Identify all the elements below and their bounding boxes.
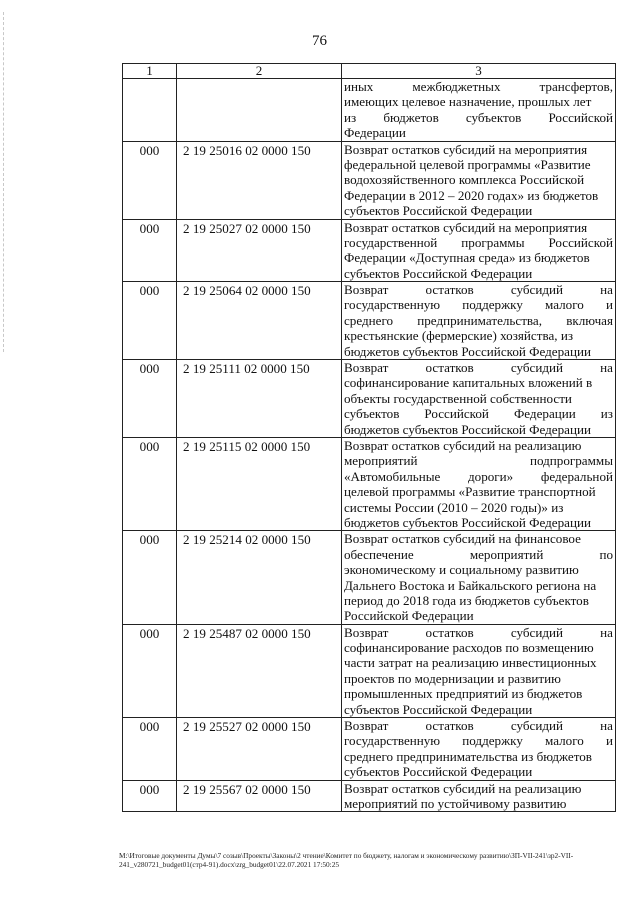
description-text: федеральной целевой программы «Развитие [344,156,591,172]
description-text: государственной [344,234,438,250]
description-text: объекты государственной собственности [344,390,572,406]
description-text: среднего [344,312,394,328]
budget-code-cell: 2 19 25111 02 0000 150 [177,360,342,438]
description-line [344,110,613,125]
budget-code-cell [177,79,342,142]
description-text: Возврат остатков субсидий на мероприятия [344,141,588,157]
description-line [344,531,613,546]
description-text: и [605,297,613,313]
description-line [344,203,613,218]
budget-table-body [123,64,616,812]
group-code-cell: 000 [123,360,177,438]
description-text: дороги» [467,468,514,484]
description-text: водохозяйственного комплекса Российской [344,172,585,188]
table-row [123,624,616,717]
description-cell [342,531,616,624]
description-cell [342,141,616,219]
description-cell [342,79,616,142]
description-text: части затрат на реализацию инвестиционных [344,655,597,671]
description-line [344,406,613,421]
description-text: субсидий [510,718,564,734]
footer-line: M:\Итоговые документы Думы\7 созыв\Проекты\Законы\2 чтение\Комитет по бюджету, налогам и экономическому развитию\ЗП-VII-241\зр2-VII- [119,851,574,860]
description-text: субъектов Российской Федерации [344,265,533,281]
budget-code-cell: 2 19 25115 02 0000 150 [177,437,342,530]
description-text: подпрограммы [529,453,613,469]
file-path-footer [119,851,621,869]
description-line [344,266,613,281]
description-cell [342,219,616,282]
description-text: крестьянские (фермерские) хозяйства, из [344,328,573,344]
description-text: остатков [425,282,474,298]
group-code-cell: 000 [123,282,177,360]
description-text: поддержку [462,297,523,313]
description-text: Возврат [344,360,389,376]
description-text: субъектов Российской Федерации [344,764,533,780]
description-line [344,796,613,811]
description-cell [342,360,616,438]
group-code-cell [123,79,177,142]
description-text: Российской [548,109,613,125]
description-text: трансфертов, [539,79,613,94]
description-text: проектов по модернизации и развитию [344,670,561,686]
budget-code-cell: 2 19 25016 02 0000 150 [177,141,342,219]
description-text: среднего предпринимательства из бюджетов [344,748,592,764]
description-text: государственную [344,297,441,313]
description-text: Федерации [344,125,406,141]
group-code-cell: 000 [123,718,177,781]
description-text: мероприятий [344,453,418,469]
description-line [344,220,613,235]
description-text: и [605,733,613,749]
description-line [344,94,613,109]
table-row [123,360,616,438]
description-line [344,500,613,515]
group-code-cell: 000 [123,531,177,624]
description-line [344,608,613,623]
description-line [344,562,613,577]
description-line [344,313,613,328]
description-text: Российской [548,234,613,250]
description-line [344,702,613,717]
description-line [344,344,613,359]
description-text: Федерации в 2012 – 2020 годах» из бюджетов [344,187,599,203]
description-text: субъектов Российской Федерации [344,203,533,219]
description-text: федеральной [540,468,613,484]
description-line [344,235,613,250]
description-text: иных [344,79,374,94]
group-code-cell: 000 [123,219,177,282]
group-code-cell: 000 [123,624,177,717]
description-text: субъектов Российской Федерации [344,701,533,717]
description-line [344,422,613,437]
description-cell [342,780,616,812]
description-text: «Автомобильные [344,468,441,484]
table-header-row [123,64,616,79]
description-text: включая [566,312,613,328]
description-line [344,438,613,453]
description-text: субсидий [510,282,564,298]
table-row [123,219,616,282]
description-line [344,282,613,297]
description-text: системы России (2010 – 2020 годы)» из [344,499,564,515]
description-line [344,764,613,779]
description-line [344,578,613,593]
description-text: Возврат остатков субсидий на мероприятия [344,219,588,235]
description-text: на [600,718,613,734]
description-line [344,157,613,172]
description-line [344,250,613,265]
table-row [123,718,616,781]
budget-code-cell: 2 19 25527 02 0000 150 [177,718,342,781]
description-text: поддержку [462,733,523,749]
description-cell [342,437,616,530]
description-line [344,142,613,157]
description-line [344,547,613,562]
description-line [344,360,613,375]
description-text: остатков [425,360,474,376]
description-text: малого [545,733,584,749]
description-line [344,469,613,484]
description-text: мероприятий по устойчивому развитию [344,795,567,811]
description-line [344,686,613,701]
description-text: экономическому и социальному развитию [344,562,579,578]
description-line [344,640,613,655]
column-header-1: 1 [123,64,177,79]
description-text: Российской Федерации [344,608,474,624]
budget-code-cell: 2 19 25567 02 0000 150 [177,780,342,812]
description-text: программы [461,234,525,250]
description-line [344,749,613,764]
description-line [344,188,613,203]
description-text: Федерации «Доступная среда» из бюджетов [344,250,590,266]
description-line [344,391,613,406]
description-text: Российской [424,406,489,422]
description-text: Возврат остатков субсидий на реализацию [344,780,582,796]
description-line [344,733,613,748]
table-row [123,79,616,142]
description-line [344,125,613,140]
description-text: целевой программы «Развитие транспортной [344,484,596,500]
description-cell [342,718,616,781]
budget-table [122,63,616,812]
column-header-3: 3 [342,64,616,79]
description-line [344,593,613,608]
description-text: Возврат [344,282,389,298]
description-text: промышленных предприятий из бюджетов [344,686,583,702]
description-text: на [600,624,613,640]
description-text: предпринимательства, [417,312,543,328]
budget-code-cell: 2 19 25064 02 0000 150 [177,282,342,360]
description-text: бюджетов субъектов Российской Федерации [344,514,591,530]
description-text: на [600,282,613,298]
description-text: остатков [425,624,474,640]
budget-code-cell: 2 19 25027 02 0000 150 [177,219,342,282]
description-text: субсидий [510,360,564,376]
description-text: период до 2018 года из бюджетов субъектов [344,592,589,608]
table-row [123,141,616,219]
table-row [123,282,616,360]
description-line [344,655,613,670]
group-code-cell: 000 [123,141,177,219]
page-number: 76 [312,33,327,49]
description-text: малого [545,297,584,313]
description-text: обеспечение [344,546,414,562]
description-text: Возврат [344,718,389,734]
description-text: мероприятий [469,546,544,562]
description-text: остатков [425,718,474,734]
description-text: Возврат остатков субсидий на реализацию [344,437,582,453]
description-cell [342,282,616,360]
description-line [344,297,613,312]
description-line [344,79,613,94]
table-row [123,531,616,624]
description-line [344,453,613,468]
description-text: по [599,546,613,562]
description-line [344,484,613,499]
footer-line: 241_v280721_budget01(стр4-91).docx\zrg_budget01\22.07.2021 17:50:25 [119,860,339,869]
description-line [344,781,613,796]
description-text: софинансирование расходов по возмещению [344,640,594,656]
group-code-cell: 000 [123,437,177,530]
budget-code-cell: 2 19 25487 02 0000 150 [177,624,342,717]
page-edge-mark [3,12,4,352]
description-line [344,625,613,640]
description-cell [342,624,616,717]
description-text: бюджетов субъектов Российской Федерации [344,343,591,359]
description-text: межбюджетных [412,79,501,94]
description-text: Возврат [344,624,389,640]
description-line [344,515,613,530]
description-text: государственную [344,733,441,749]
description-text: на [600,360,613,376]
description-text: субсидий [510,624,564,640]
description-text: Дальнего Востока и Байкальского региона на [344,577,597,593]
description-line [344,172,613,187]
description-text: Возврат остатков субсидий на финансовое [344,531,581,547]
description-text: софинансирование капитальных вложений в [344,375,593,391]
description-text: имеющих целевое назначение, прошлых лет [344,94,592,110]
description-line [344,328,613,343]
column-header-2: 2 [177,64,342,79]
table-row [123,780,616,812]
description-line [344,718,613,733]
description-text: Федерации [513,406,576,422]
table-row [123,437,616,530]
budget-code-cell: 2 19 25214 02 0000 150 [177,531,342,624]
group-code-cell: 000 [123,780,177,812]
description-line [344,375,613,390]
description-text: бюджетов субъектов Российской Федерации [344,421,591,437]
description-line [344,671,613,686]
description-text: из [344,109,357,125]
description-text: бюджетов [383,109,439,125]
description-text: субъектов [344,406,400,422]
description-text: из [600,406,613,422]
description-text: субъектов [465,109,522,125]
